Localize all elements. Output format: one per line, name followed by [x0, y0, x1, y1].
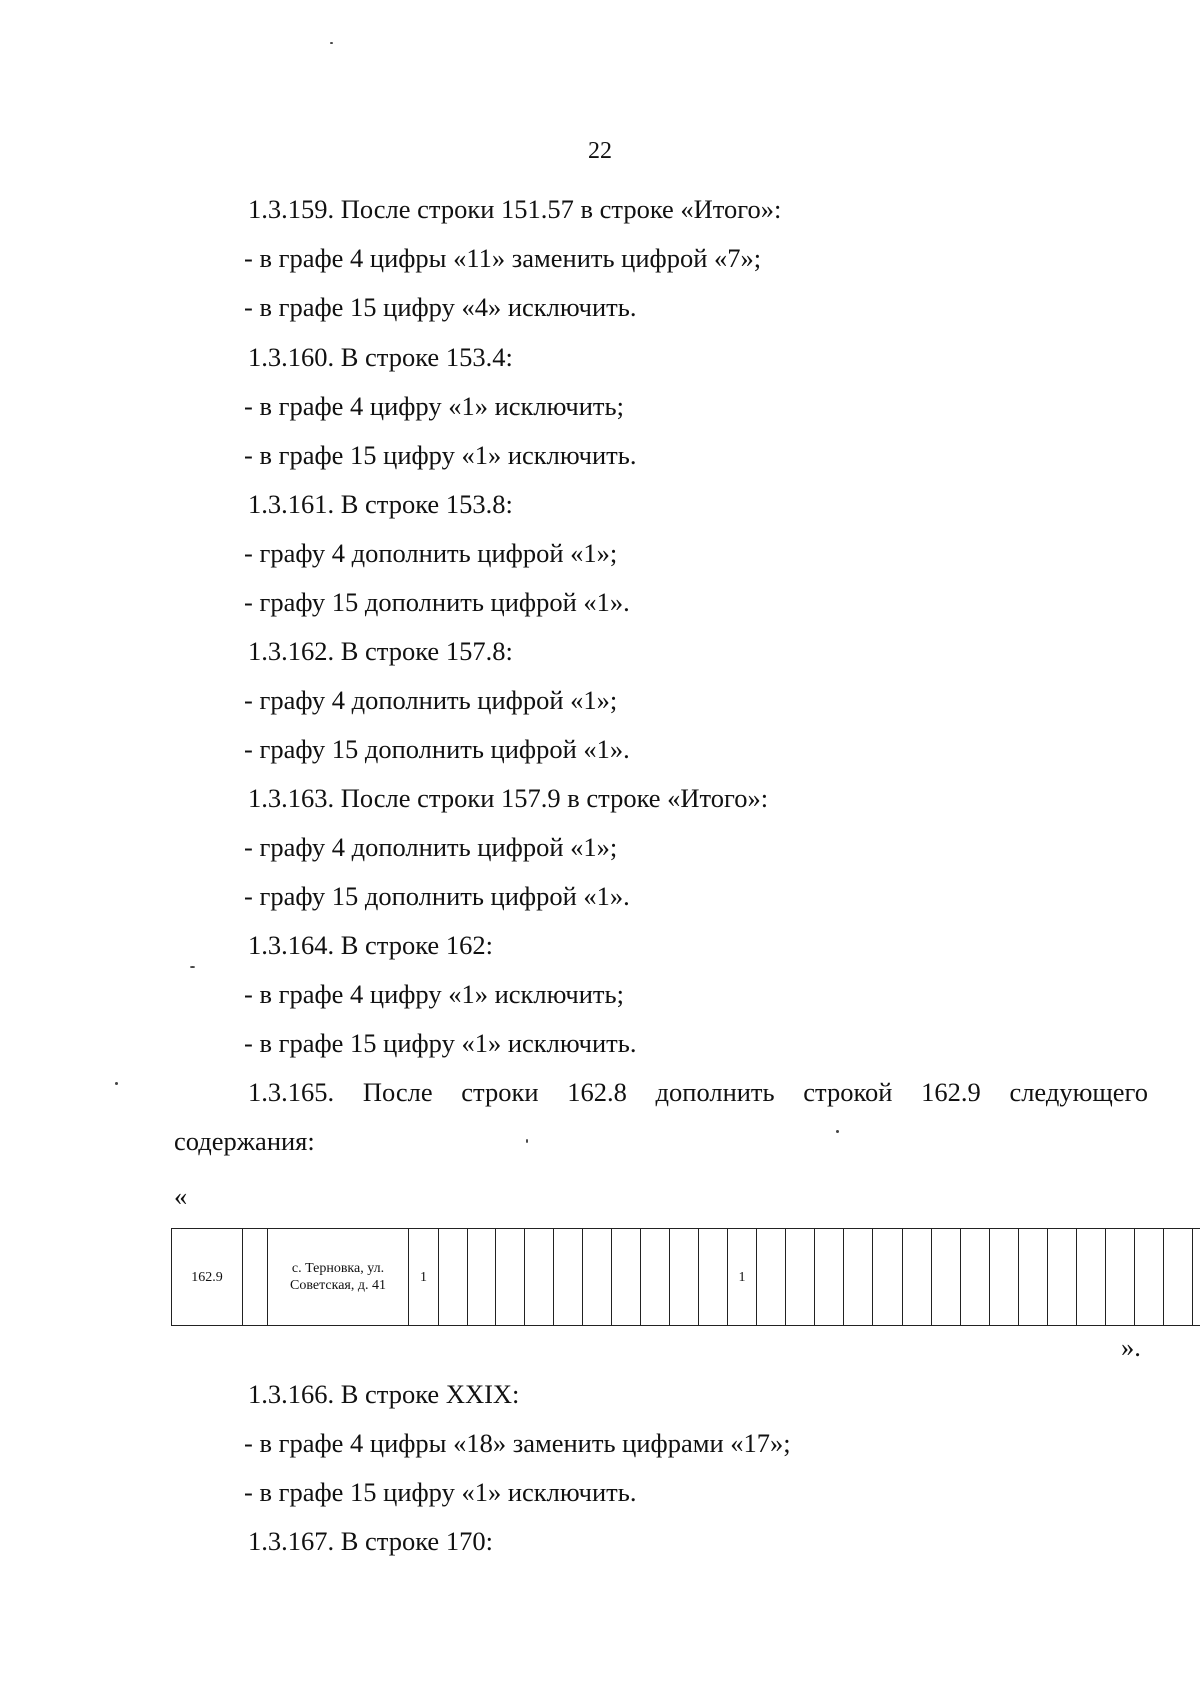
- word: дополнить: [655, 1077, 775, 1107]
- cell-column-4: 1: [409, 1229, 439, 1326]
- table-cell: [670, 1229, 699, 1326]
- table-cell: [873, 1229, 903, 1326]
- paragraph-167: 1.3.167. В строке 170:: [248, 1526, 493, 1556]
- list-item: - в графе 15 цифру «4» исключить.: [244, 292, 637, 322]
- paragraph-164: 1.3.164. В строке 162:: [248, 930, 493, 960]
- table-cell: [612, 1229, 641, 1326]
- scan-speck: [115, 1082, 118, 1085]
- list-item: - в графе 4 цифру «1» исключить;: [244, 979, 624, 1009]
- paragraph-165: [248, 1075, 1148, 1109]
- opening-quote: «: [174, 1181, 188, 1211]
- list-item: - в графе 15 цифру «1» исключить.: [244, 1028, 637, 1058]
- list-item: - в графе 4 цифры «11» заменить цифрой «7»;: [244, 243, 762, 273]
- table-cell: [961, 1229, 990, 1326]
- paragraph-159: 1.3.159. После строки 151.57 в строке «Итого»:: [248, 194, 782, 224]
- scan-speck: [190, 966, 195, 968]
- table-cell: [1164, 1229, 1193, 1326]
- table-cell: [1077, 1229, 1106, 1326]
- table-cell: [1048, 1229, 1077, 1326]
- table-cell: [1106, 1229, 1135, 1326]
- table-cell: [757, 1229, 786, 1326]
- table: [171, 1228, 1200, 1326]
- table-cell: [932, 1229, 961, 1326]
- list-item: - графу 4 дополнить цифрой «1»;: [244, 685, 618, 715]
- word: 162.8: [567, 1077, 627, 1107]
- table-cell: [641, 1229, 670, 1326]
- scan-speck: [526, 1139, 528, 1143]
- cell-row-number: 162.9: [172, 1229, 243, 1326]
- paragraph-165-continuation: содержания:: [174, 1126, 315, 1156]
- table-cell: [1019, 1229, 1048, 1326]
- word: строки: [461, 1077, 539, 1107]
- list-item: - в графе 4 цифру «1» исключить;: [244, 391, 624, 421]
- inserted-row-table: [171, 1228, 1169, 1326]
- closing-quote: ».: [1121, 1332, 1141, 1362]
- list-item: - графу 15 дополнить цифрой «1».: [244, 881, 630, 911]
- cell-column-15: 1: [728, 1229, 757, 1326]
- paragraph-160: 1.3.160. В строке 153.4:: [248, 342, 513, 372]
- scan-speck: [330, 42, 333, 44]
- word: После: [362, 1077, 433, 1107]
- paragraph-166: 1.3.166. В строке XXIX:: [248, 1379, 520, 1409]
- paragraph-162: 1.3.162. В строке 157.8:: [248, 636, 513, 666]
- list-item: - графу 15 дополнить цифрой «1».: [244, 734, 630, 764]
- list-item: - в графе 4 цифры «18» заменить цифрами «17»;: [244, 1428, 791, 1458]
- table-cell: [468, 1229, 496, 1326]
- table-cell: [903, 1229, 932, 1326]
- table-cell: [496, 1229, 525, 1326]
- table-cell: [1193, 1229, 1200, 1326]
- table-cell: [815, 1229, 844, 1326]
- paragraph-161: 1.3.161. В строке 153.8:: [248, 489, 513, 519]
- cell-address: с. Терновка, ул. Советская, д. 41: [268, 1229, 409, 1326]
- word: 1.3.165.: [248, 1077, 335, 1107]
- table-cell: [554, 1229, 583, 1326]
- list-item: - графу 4 дополнить цифрой «1»;: [244, 538, 618, 568]
- word: 162.9: [921, 1077, 981, 1107]
- table-cell: [525, 1229, 554, 1326]
- table-cell: [844, 1229, 873, 1326]
- table-cell: [990, 1229, 1019, 1326]
- list-item: - в графе 15 цифру «1» исключить.: [244, 1477, 637, 1507]
- list-item: - в графе 15 цифру «1» исключить.: [244, 440, 637, 470]
- paragraph-163: 1.3.163. После строки 157.9 в строке «Итого»:: [248, 783, 769, 813]
- table-row: [172, 1229, 1200, 1326]
- table-cell: [1135, 1229, 1164, 1326]
- scan-speck: [836, 1130, 839, 1133]
- list-item: - графу 4 дополнить цифрой «1»;: [244, 832, 618, 862]
- list-item: - графу 15 дополнить цифрой «1».: [244, 587, 630, 617]
- table-cell: [583, 1229, 612, 1326]
- table-cell: [439, 1229, 468, 1326]
- table-cell: [699, 1229, 728, 1326]
- word: следующего: [1009, 1077, 1148, 1107]
- table-cell: [786, 1229, 815, 1326]
- word: строкой: [803, 1077, 893, 1107]
- table-cell: [243, 1229, 268, 1326]
- page-number: 22: [588, 138, 612, 164]
